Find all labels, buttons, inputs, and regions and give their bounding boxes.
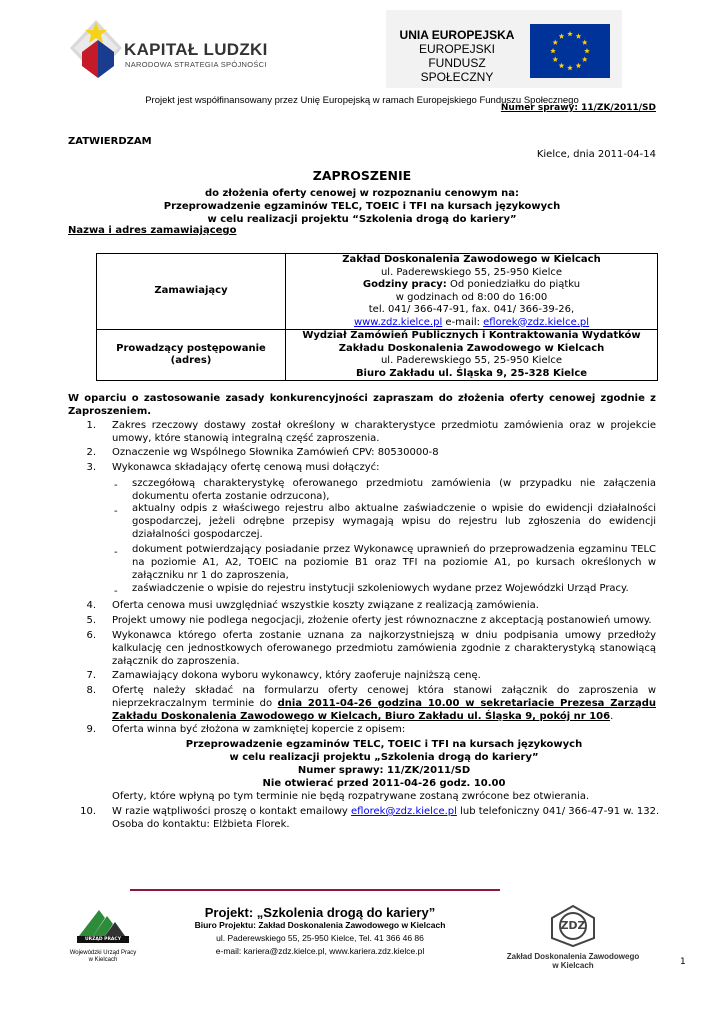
proj-title: Projekt: „Szkolenia drogą do kariery” [204, 905, 436, 920]
list-item: aktualny odpis z właściwego rejestru albo aktualne zaświadczenie o wpisie do ewidencji działalności gospodarczej, jeżeli odrębne przepisy wymagają wpisu do rejestru lub zgłoszenia do ewidencji działalności gospodarczej. [132, 503, 656, 540]
env3: Numer sprawy: 11/ZK/2011/SD [297, 765, 471, 776]
section-heading: Nazwa i adres zamawiającego [68, 225, 237, 236]
i8-end: . [610, 711, 614, 722]
list-item: dokument potwierdzający posiadanie przez Wykonawcę uprawnień do przeprowadzenia egzaminu TELC na poziomie A1, A2, TOEIC na poziomie B1 oraz TFI na poziomie A1, po kursach określonych w załączniku nr 1 do zaproszenia, [132, 544, 656, 581]
wup-badge: URZĄD PRACY [85, 937, 121, 942]
kl-subtitle: NARODOWA STRATEGIA SPÓJNOŚCI [125, 60, 267, 69]
list-number: 5. [86, 615, 96, 626]
r2-l1: Wydział Zamówień Publicznych i Kontraktowania Wydatków [302, 330, 641, 341]
r1-l3a: Godziny pracy: [362, 279, 447, 290]
r1-l1: Zakład Doskonalenia Zawodowego w Kielcach [342, 254, 601, 265]
r1-details [286, 254, 658, 330]
list-number: 3. [86, 462, 96, 473]
i10-text: W razie wątpliwości proszę o kontakt emailowy [112, 806, 352, 817]
proj-contact: e-mail: kariera@zdz.kielce.pl, www.kariera.zdz.kielce.pl [215, 946, 425, 956]
eu-flag-icon [530, 24, 610, 78]
zdz-mark: ZDZ [560, 919, 586, 932]
ue-line1: UNIA EUROPEJSKA [399, 28, 515, 42]
place-date: Kielce, dnia 2011-04-14 [536, 149, 656, 160]
list-item [112, 684, 656, 723]
approve-label: ZATWIERDZAM [68, 136, 152, 147]
r2-l4: Biuro Zakładu ul. Śląska 9, 25-328 Kielce [355, 367, 588, 379]
i8-text: Ofertę należy składać na formularzu oferty cenowej która stanowi załącznik do zaproszenia w nieprzekraczalnym terminie do [112, 685, 656, 709]
list-number: 9. [86, 724, 96, 735]
list-number: 4. [86, 600, 96, 611]
list-number: 7. [86, 670, 96, 681]
zdz-logo [498, 904, 648, 970]
r1-l4: w godzinach od 8:00 do 16:00 [395, 291, 548, 303]
list-number: 1. [86, 420, 96, 431]
i10-contact: Osoba do kontaktu: Elżbieta Florek. [112, 819, 290, 830]
list-item: Wykonawca którego oferta zostanie uznana za najkorzystniejszą w dniu podpisania umowy przedłoży kalkulację cen jednostkowych oferowanego przedmiotu zamówienia zgodnie z charakterystyką stanowiącą załącznik do zaproszenia. [112, 630, 656, 667]
r2-label1: Prowadzący postępowanie [116, 342, 266, 354]
r2-label2: (adres) [170, 355, 212, 366]
zdz-name1: Zakład Doskonalenia Zawodowego [506, 952, 640, 961]
proj-office: Biuro Projektu: Zakład Doskonalenia Zawodowego w Kielcach [194, 920, 446, 930]
list-item: Wykonawca składający ofertę cenową musi dołączyć: [112, 462, 380, 473]
env2: w celu realizacji projektu „Szkolenia drogą do kariery” [229, 752, 539, 763]
list-item: szczegółową charakterystykę oferowanego przedmiotu zamówienia (w przypadku nie załączenia dokumentu oferta zostanie odrzucona), [132, 478, 656, 502]
proj-address: ul. Paderewskiego 55, 25-950 Kielce, Tel. 41 366 46 86 [216, 933, 424, 943]
page-number: 1 [680, 957, 686, 967]
r1-www-link[interactable]: www.zdz.kielce.pl [353, 316, 443, 328]
r2-l2: Zakładu Doskonalenia Zawodowego w Kielcach [338, 342, 605, 354]
cofinance-note: Projekt jest współfinansowany przez Unię Europejską w ramach Europejskiego Funduszu Społecznego [145, 95, 579, 106]
list-item: zaświadczenie o wpisie do rejestru instytucji szkoleniowych wydane przez Wojewódzki Urząd Pracy. [132, 583, 629, 594]
i10-email-link[interactable]: eflorek@zdz.kielce.pl [351, 806, 457, 817]
list-item: Projekt umowy nie podlega negocjacji, złożenie oferty jest równoznaczne z akceptacją postanowień umowy. [112, 615, 652, 626]
r1-l3b: Od poniedziałku do piątku [446, 279, 581, 290]
list-item: Zamawiający dokona wyboru wykonawcy, który zaoferuje najniższą cenę. [112, 670, 481, 681]
list-dash: - [114, 547, 118, 558]
wup-logo [68, 902, 138, 964]
table-row [97, 254, 658, 330]
i8-deadline: dnia 2011-04-26 godzina 10.00 w sekretariacie Prezesa Zarządu Zakładu Doskonalenia Zawodowego w Kielcach, Biuro Zakładu ul. Śląska 9, pokój nr 106 [112, 698, 656, 722]
list-number: 10. [80, 806, 96, 817]
list-item: Oferta cenowa musi uwzględniać wszystkie koszty związane z realizacją zamówienia. [112, 600, 539, 611]
doc-subtitle [0, 187, 724, 226]
kapital-ludzki-emblem-icon [68, 18, 124, 84]
r1-email-label: e-mail: [442, 316, 484, 328]
r1-label: Zamawiający [97, 254, 286, 330]
env1: Przeprowadzenie egzaminów TELC, TOEIC i TFI na kursach językowych [185, 739, 583, 750]
project-info [150, 906, 490, 958]
footer-divider [130, 889, 500, 891]
list-dash: - [114, 506, 118, 517]
doc-sub3: w celu realizacji projektu “Szkolenia drogą do kariery” [207, 214, 517, 225]
doc-title: ZAPROSZENIE [312, 168, 412, 183]
ue-line3: FUNDUSZ SPOŁECZNY [420, 56, 494, 84]
r1-l2: ul. Paderewskiego 55, 25-950 Kielce [380, 266, 563, 278]
r2-details [286, 330, 658, 381]
zdz-name2: w Kielcach [552, 961, 594, 970]
late-note: Oferty, które wpłyną po tym terminie nie będą rozpatrywane zostaną zwrócone bez otwierania. [112, 791, 590, 802]
case-number: Numer sprawy: 11/ZK/2011/SD [500, 103, 656, 113]
doc-sub1: do złożenia oferty cenowej w rozpoznaniu cenowym na: [204, 188, 520, 199]
table-row [97, 330, 658, 381]
list-item: Oferta winna być złożona w zamkniętej kopercie z opisem: [112, 724, 406, 735]
r1-l5: tel. 041/ 366-47-91, fax. 041/ 366-39-26, [368, 304, 575, 315]
wup-name: Wojewódzki Urząd Pracy w Kielcach [69, 950, 137, 963]
i10-phone: lub telefoniczny 041/ 366-47-91 w. 132. [456, 806, 660, 817]
envelope-description [112, 738, 656, 790]
contracting-table [96, 253, 658, 381]
list-dash: - [114, 586, 118, 597]
list-dash: - [114, 480, 118, 491]
list-number: 8. [86, 685, 96, 696]
kapital-ludzki-logo [68, 18, 288, 86]
r2-l3: ul. Paderewskiego 55, 25-950 Kielce [380, 355, 563, 366]
kl-title: KAPITAŁ LUDZKI [124, 40, 268, 59]
list-item: Zakres rzeczowy dostawy został określony w charakterystyce przedmiotu zamówienia oraz w projekcie umowy, które stanowią integralną część zaproszenia. [112, 420, 656, 444]
list-item: Oznaczenie wg Wspólnego Słownika Zamówień CPV: 80530000-8 [112, 447, 439, 458]
r1-email-link[interactable]: eflorek@zdz.kielce.pl [483, 316, 590, 328]
ue-line2: EUROPEJSKI [418, 42, 496, 56]
r2-label [97, 330, 286, 381]
doc-sub2: Przeprowadzenie egzaminów TELC, TOEIC i TFI na kursach językowych [163, 201, 561, 212]
list-number: 6. [86, 630, 96, 641]
env4: Nie otwierać przed 2011-04-26 godz. 10.00 [262, 778, 506, 789]
list-item [112, 805, 660, 831]
eu-logo-box [386, 10, 622, 88]
intro-paragraph: W oparciu o zastosowanie zasady konkurencyjności zapraszam do złożenia oferty cenowej zgodnie z Zaproszeniem. [68, 393, 656, 417]
list-number: 2. [86, 447, 96, 458]
